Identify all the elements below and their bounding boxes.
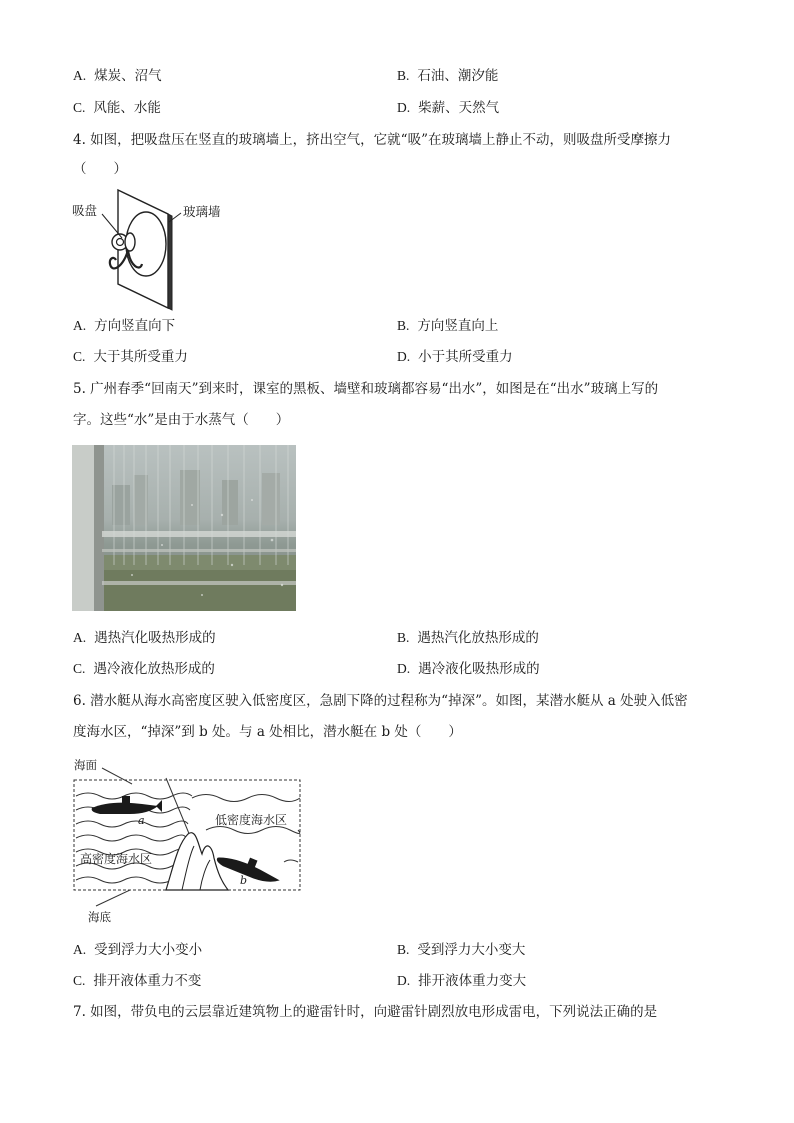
label-high-density: 高密度海水区 [80,852,153,866]
q6-option-a: A. 受到浮力大小变小 [73,942,203,958]
q5-stem-line1: 5. 广州春季“回南天”到来时，课室的黑板、墙壁和玻璃都容易“出水”，如图是在“出水”玻璃上写的 [73,381,659,397]
q6-option-c: C. 排开液体重力不变 [73,973,202,989]
submarine-figure [70,754,306,926]
q4-stem-line1: 4. 如图，把吸盘压在竖直的玻璃墙上，挤出空气，它就“吸”在玻璃墙上静止不动，则吸盘所受摩擦力 [73,132,671,148]
q3-option-b: B. 石油、潮汐能 [397,68,499,84]
q6-option-b: B. 受到浮力大小变大 [397,942,526,958]
label-glass-wall: 玻璃墙 [183,204,221,219]
q5-option-d: D. 遇冷液化吸热形成的 [397,661,540,677]
wet-window-image [72,445,296,611]
glass-wall-edge [168,214,172,310]
q3-option-a: A. 煤炭、沼气 [73,68,162,84]
label-point-b: b [240,874,248,887]
label-low-density: 低密度海水区 [215,813,288,827]
q6-stem-line2: 度海水区，“掉深”到 b 处。与 a 处相比，潜水艇在 b 处（ ） [73,724,462,740]
q4-option-d: D. 小于其所受重力 [397,349,513,365]
label-suction-cup: 吸盘 [72,203,98,218]
label-sea-floor: 海底 [88,910,111,924]
q5-option-a: A. 遇热汽化吸热形成的 [73,630,216,646]
q4-option-b: B. 方向竖直向上 [397,318,499,334]
q5-option-b: B. 遇热汽化放热形成的 [397,630,539,646]
glass-wall-panel [118,190,168,308]
sea-surface-leader [102,768,132,784]
label-point-a: a [138,814,145,827]
q4-option-c: C. 大于其所受重力 [73,349,188,365]
q5-stem-line2: 字。这些“水”是由于水蒸气（ ） [73,412,290,428]
wet-window-photo [72,445,296,611]
submarine-diagram [70,754,306,926]
submarine-b [215,846,283,888]
sea-floor-leader [96,890,130,906]
label-sea-surface: 海面 [74,758,97,772]
q3-option-c: C. 风能、水能 [73,100,161,116]
q6-stem-line1: 6. 潜水艇从海水高密度区驶入低密度区，急剧下降的过程称为“掉深”。如图，某潜水艇从 a 处驶入低密 [73,693,688,709]
q4-stem-line2: （ ） [73,161,127,177]
q4-option-a: A. 方向竖直向下 [73,318,176,334]
q6-option-d: D. 排开液体重力变大 [397,973,527,989]
q3-option-d: D. 柴薪、天然气 [397,100,500,116]
q7-stem-line1: 7. 如图，带负电的云层靠近建筑物上的避雷针时，向避雷针剧烈放电形成雷电，下列说法正确的是 [73,1004,658,1020]
q5-option-c: C. 遇冷液化放热形成的 [73,661,215,677]
suction-cup-figure [70,186,240,312]
